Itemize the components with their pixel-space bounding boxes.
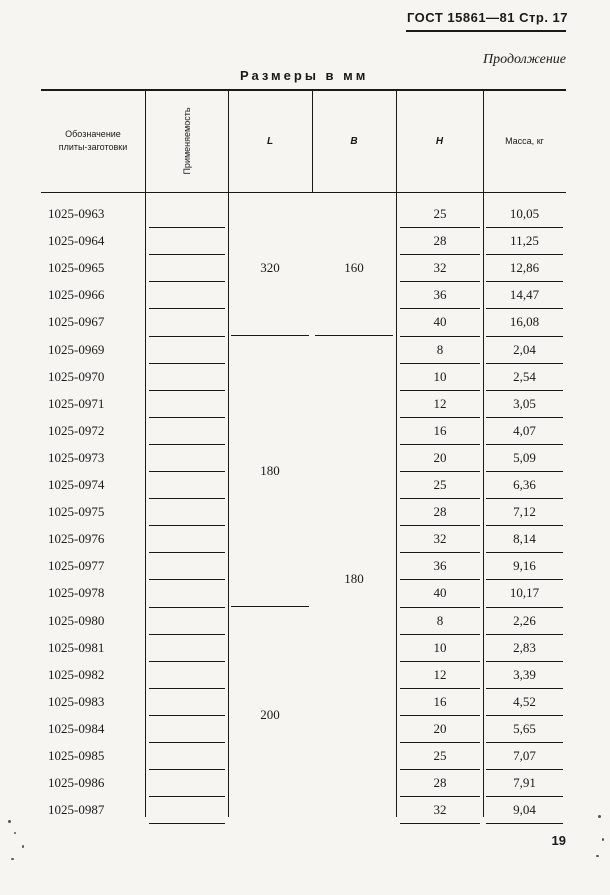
row-height-value: 25 <box>433 477 447 492</box>
row-height-value: 40 <box>433 314 447 330</box>
row-rule <box>149 308 225 309</box>
row-rule <box>486 498 563 499</box>
row-rule <box>486 607 563 608</box>
row-mass-value: 9,16 <box>513 558 536 574</box>
row-designation: 1025-0967 <box>48 314 105 330</box>
row-rule <box>486 417 563 418</box>
column-header-applicability: Применяемость <box>181 107 192 175</box>
row-height-value: 36 <box>433 558 447 574</box>
row-mass-value: 7,12 <box>513 504 536 520</box>
row-rule <box>486 471 563 472</box>
B-group-rule <box>315 335 393 336</box>
row-designation: 1025-0971 <box>48 395 105 411</box>
row-height-value: 8 <box>436 612 444 628</box>
row-mass-value: 3,39 <box>513 666 536 682</box>
row-rule <box>400 769 480 770</box>
row-designation: 1025-0986 <box>48 775 105 791</box>
column-divider <box>145 90 146 817</box>
row-rule <box>486 308 563 309</box>
row-mass-value: 10,17 <box>509 585 540 601</box>
row-rule <box>400 634 480 635</box>
column-header-B: B <box>350 135 358 147</box>
row-designation: 1025-0973 <box>48 449 105 465</box>
row-mass-value: 9,04 <box>513 802 536 818</box>
row-designation: 1025-0981 <box>48 639 105 655</box>
row-mass-value: 11,25 <box>510 233 539 249</box>
row-rule <box>486 688 563 689</box>
L-group-value: 320 <box>260 259 280 275</box>
row-height-value: 20 <box>433 449 447 465</box>
row-mass-value: 10,05 <box>509 206 540 221</box>
row-rule <box>149 471 225 472</box>
row-rule <box>400 823 480 824</box>
row-rule <box>400 444 480 445</box>
header-rule <box>406 30 566 32</box>
row-rule <box>486 552 563 553</box>
row-mass-value: 5,65 <box>513 720 536 736</box>
column-header-designation: Обозначение плиты-заготовки <box>58 129 128 152</box>
scan-speck <box>14 832 16 834</box>
row-rule <box>400 308 480 309</box>
column-header-L: L <box>266 135 274 147</box>
row-mass-value: 2,54 <box>513 368 536 384</box>
row-height-value: 12 <box>433 395 447 411</box>
row-designation: 1025-0970 <box>48 368 105 384</box>
row-mass-value: 7,91 <box>513 775 536 791</box>
row-rule <box>486 823 563 824</box>
row-rule <box>400 254 480 255</box>
row-mass-value: 5,09 <box>513 449 536 465</box>
row-designation: 1025-0980 <box>48 612 105 628</box>
row-rule <box>400 607 480 608</box>
row-rule <box>400 471 480 472</box>
row-rule <box>400 661 480 662</box>
row-mass-value: 2,83 <box>513 639 536 655</box>
row-rule <box>400 336 480 337</box>
row-rule <box>400 688 480 689</box>
row-rule <box>486 390 563 391</box>
row-rule <box>400 742 480 743</box>
row-rule <box>486 336 563 337</box>
row-height-value: 28 <box>433 233 447 249</box>
column-header-mass: Масса, кг <box>505 135 544 146</box>
row-rule <box>486 281 563 282</box>
row-designation: 1025-0963 <box>48 206 105 221</box>
row-rule <box>400 390 480 391</box>
L-group-value: 200 <box>260 706 280 722</box>
row-height-value: 10 <box>433 639 447 655</box>
row-rule <box>149 498 225 499</box>
row-rule <box>149 363 225 364</box>
row-rule <box>149 796 225 797</box>
row-designation: 1025-0964 <box>48 233 105 249</box>
row-rule <box>149 281 225 282</box>
row-rule <box>486 254 563 255</box>
B-group-value: 180 <box>344 571 364 587</box>
row-rule <box>149 444 225 445</box>
row-designation: 1025-0976 <box>48 531 105 547</box>
scan-speck <box>11 858 14 860</box>
scan-speck <box>602 838 604 841</box>
row-height-value: 28 <box>433 504 447 520</box>
row-height-value: 12 <box>433 666 447 682</box>
row-rule <box>149 254 225 255</box>
row-designation: 1025-0977 <box>48 558 105 574</box>
row-rule <box>149 769 225 770</box>
dimensions-title: Размеры в мм <box>240 68 369 83</box>
row-rule <box>149 688 225 689</box>
page-header: ГОСТ 15861—81 Стр. 17 <box>406 10 568 25</box>
row-height-value: 28 <box>433 775 447 791</box>
row-height-value: 20 <box>433 720 447 736</box>
row-rule <box>486 661 563 662</box>
row-designation: 1025-0978 <box>48 585 105 601</box>
row-rule <box>149 634 225 635</box>
row-mass-value: 14,47 <box>509 287 540 303</box>
row-rule <box>486 634 563 635</box>
scan-speck <box>598 815 601 818</box>
row-rule <box>400 498 480 499</box>
B-group-value: 160 <box>344 259 364 275</box>
row-rule <box>486 579 563 580</box>
row-rule <box>486 227 563 228</box>
row-designation: 1025-0987 <box>48 802 105 818</box>
scan-speck <box>596 855 599 857</box>
row-rule <box>149 227 225 228</box>
row-rule <box>149 579 225 580</box>
row-mass-value: 4,52 <box>513 693 536 709</box>
row-rule <box>486 796 563 797</box>
row-height-value: 32 <box>433 531 447 547</box>
row-designation: 1025-0966 <box>48 287 105 303</box>
row-mass-value: 12,86 <box>509 260 540 276</box>
row-rule <box>149 390 225 391</box>
row-rule <box>149 823 225 824</box>
row-height-value: 25 <box>433 748 447 763</box>
row-rule <box>486 715 563 716</box>
row-rule <box>400 796 480 797</box>
row-rule <box>149 552 225 553</box>
continuation-label: Продолжение <box>483 52 566 67</box>
row-rule <box>400 552 480 553</box>
row-rule <box>149 715 225 716</box>
column-divider <box>396 90 397 817</box>
row-rule <box>400 281 480 282</box>
row-height-value: 32 <box>433 260 447 276</box>
row-rule <box>486 769 563 770</box>
column-divider <box>483 90 484 817</box>
row-height-value: 16 <box>433 693 447 709</box>
row-height-value: 36 <box>433 287 447 303</box>
row-rule <box>400 525 480 526</box>
row-designation: 1025-0969 <box>48 341 105 357</box>
row-designation: 1025-0975 <box>48 504 105 520</box>
row-height-value: 10 <box>433 368 447 384</box>
row-rule <box>149 336 225 337</box>
L-group-rule <box>231 606 309 607</box>
row-rule <box>400 363 480 364</box>
row-designation: 1025-0965 <box>48 260 105 276</box>
row-rule <box>400 579 480 580</box>
L-group-rule <box>231 335 309 336</box>
scan-speck <box>8 820 11 823</box>
L-group-value: 180 <box>260 463 280 478</box>
row-designation: 1025-0974 <box>48 477 105 492</box>
row-rule <box>400 715 480 716</box>
row-designation: 1025-0972 <box>48 422 105 438</box>
row-rule <box>486 363 563 364</box>
row-mass-value: 8,14 <box>513 531 536 547</box>
row-mass-value: 6,36 <box>513 477 536 492</box>
scan-speck <box>22 845 24 848</box>
row-rule <box>149 607 225 608</box>
row-mass-value: 2,04 <box>513 341 536 357</box>
row-height-value: 8 <box>436 341 444 357</box>
row-rule <box>486 525 563 526</box>
row-rule <box>400 417 480 418</box>
page-number: 19 <box>551 833 566 848</box>
row-height-value: 25 <box>433 206 447 221</box>
row-rule <box>486 742 563 743</box>
row-rule <box>486 444 563 445</box>
row-designation: 1025-0982 <box>48 666 105 682</box>
row-mass-value: 2,26 <box>513 612 536 628</box>
row-mass-value: 16,08 <box>509 314 540 330</box>
row-mass-value: 4,07 <box>513 422 536 438</box>
column-header-H: H <box>435 135 444 147</box>
row-rule <box>149 742 225 743</box>
row-designation: 1025-0984 <box>48 720 105 736</box>
row-mass-value: 3,05 <box>513 395 536 411</box>
row-rule <box>400 227 480 228</box>
row-rule <box>149 525 225 526</box>
table-header-rule <box>41 192 566 193</box>
row-height-value: 16 <box>433 422 447 438</box>
row-mass-value: 7,07 <box>513 748 536 763</box>
row-rule <box>149 417 225 418</box>
row-designation: 1025-0983 <box>48 693 105 709</box>
row-height-value: 40 <box>433 585 447 601</box>
row-designation: 1025-0985 <box>48 748 105 763</box>
row-rule <box>149 661 225 662</box>
row-height-value: 32 <box>433 802 447 818</box>
